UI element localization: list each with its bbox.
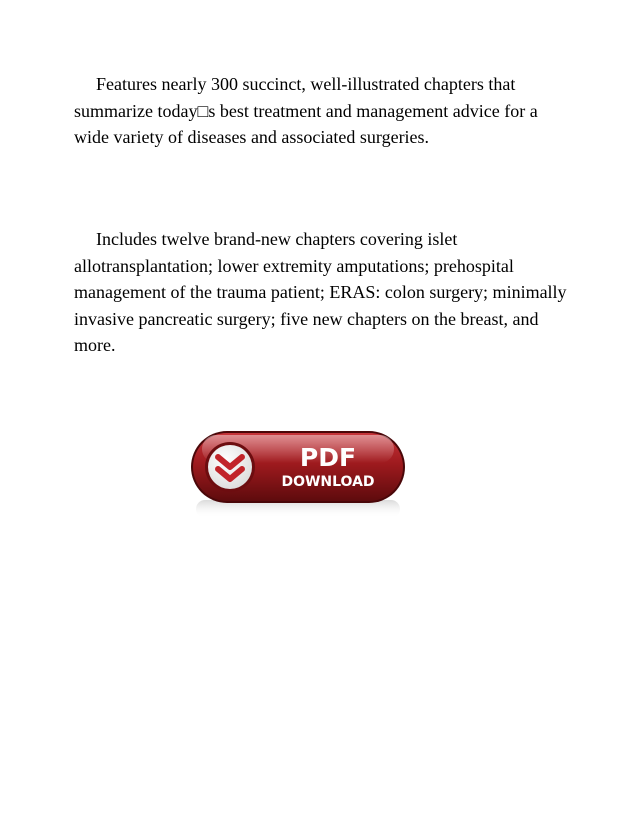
paragraph-new-chapters: Includes twelve brand-new chapters covering islet allotransplantation; lower extremity amputations; prehospital management of the trauma patient; ERAS: colon surgery; minimally invasive pancreatic surgery; five new chapters on the breast, and more.	[74, 229, 567, 355]
pdf-download-button[interactable]	[190, 430, 406, 520]
pdf-label: PDF	[299, 443, 357, 472]
pdf-download-button-graphic	[190, 430, 406, 520]
download-label: DOWNLOAD	[281, 474, 375, 490]
paragraph-features: Features nearly 300 succinct, well-illustrated chapters that summarize today□s best treatment and management advice for a wide variety of diseases and associated surgeries.	[74, 74, 538, 147]
double-chevron-down-icon	[205, 442, 255, 492]
